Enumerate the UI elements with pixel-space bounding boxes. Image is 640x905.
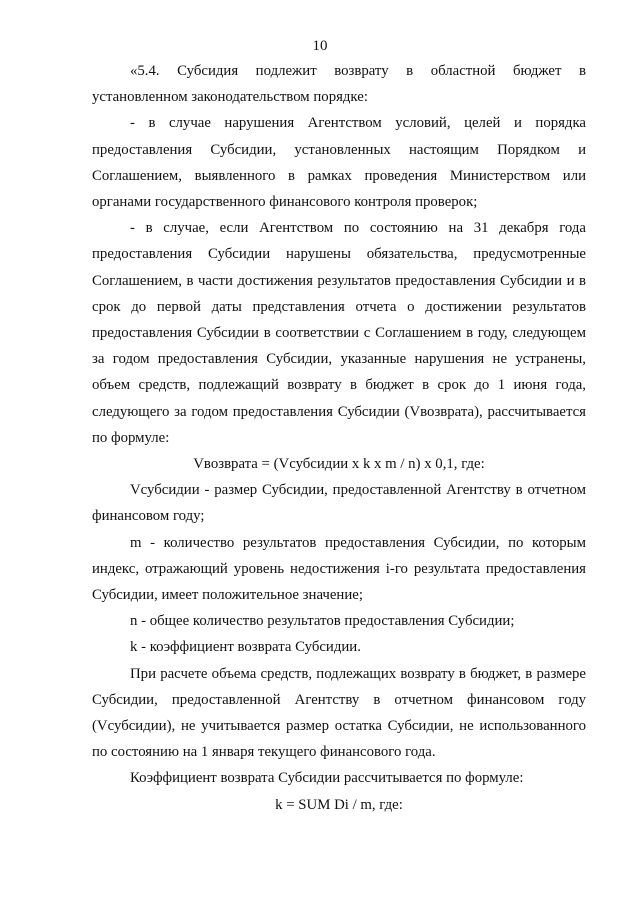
definition-m: m - количество результатов предоставления Субсидии, по которым индекс, отражающий уровень недостижения i-го результата предоставления Субсидии, имеет положительное значение;	[92, 534, 586, 604]
definition-n: n - общее количество результатов предоставления Субсидии;	[130, 613, 515, 630]
paragraph-violation-conditions: - в случае нарушения Агентством условий, целей и порядка предоставления Субсидии, установленных настоящим Порядком и Соглашением, выявленного в рамках проведения Министерством или органами государственного финансового контроля проверок;	[92, 115, 586, 211]
paragraph-coefficient-intro: Коэффициент возврата Субсидии рассчитывается по формуле:	[130, 770, 524, 787]
page-number: 10	[312, 38, 328, 54]
formula-refund-volume: Vвозврата = (Vсубсидии x k x m / n) x 0,1, где:	[193, 456, 485, 473]
paragraph-violation-obligations: - в случае, если Агентством по состоянию на 31 декабря года предоставления Субсидии нарушены обязательства, предусмотренные Соглашением, в части достижения результатов предоставления Субсидии и в срок до первой даты представления отчета о достижении результатов предоставления Субсидии в соответствии с Соглашением в году, следующем за годом предоставления Субсидии, указанные нарушения не устранены, объем средств, подлежащий возврату в бюджет в срок до 1 июня года, следующего за годом предоставления Субсидии (Vвозврата), рассчитывается по формуле:	[92, 220, 586, 446]
definition-v-subsidy: Vсубсидии - размер Субсидии, предоставленной Агентству в отчетном финансовом году;	[92, 482, 586, 525]
document-body	[92, 58, 586, 818]
definition-k: k - коэффициент возврата Субсидии.	[130, 639, 361, 656]
formula-coefficient: k = SUM Di / m, где:	[275, 796, 403, 813]
paragraph-calculation-note: При расчете объема средств, подлежащих возврату в бюджет, в размере Субсидии, предоставленной Агентству в отчетном финансовом году (Vсубсидии), не учитывается размер остатка Субсидии, не использованного по состоянию на 1 января текущего финансового года.	[92, 665, 586, 761]
paragraph-5-4-intro: «5.4. Субсидия подлежит возврату в областной бюджет в установленном законодательством порядке:	[92, 63, 586, 106]
